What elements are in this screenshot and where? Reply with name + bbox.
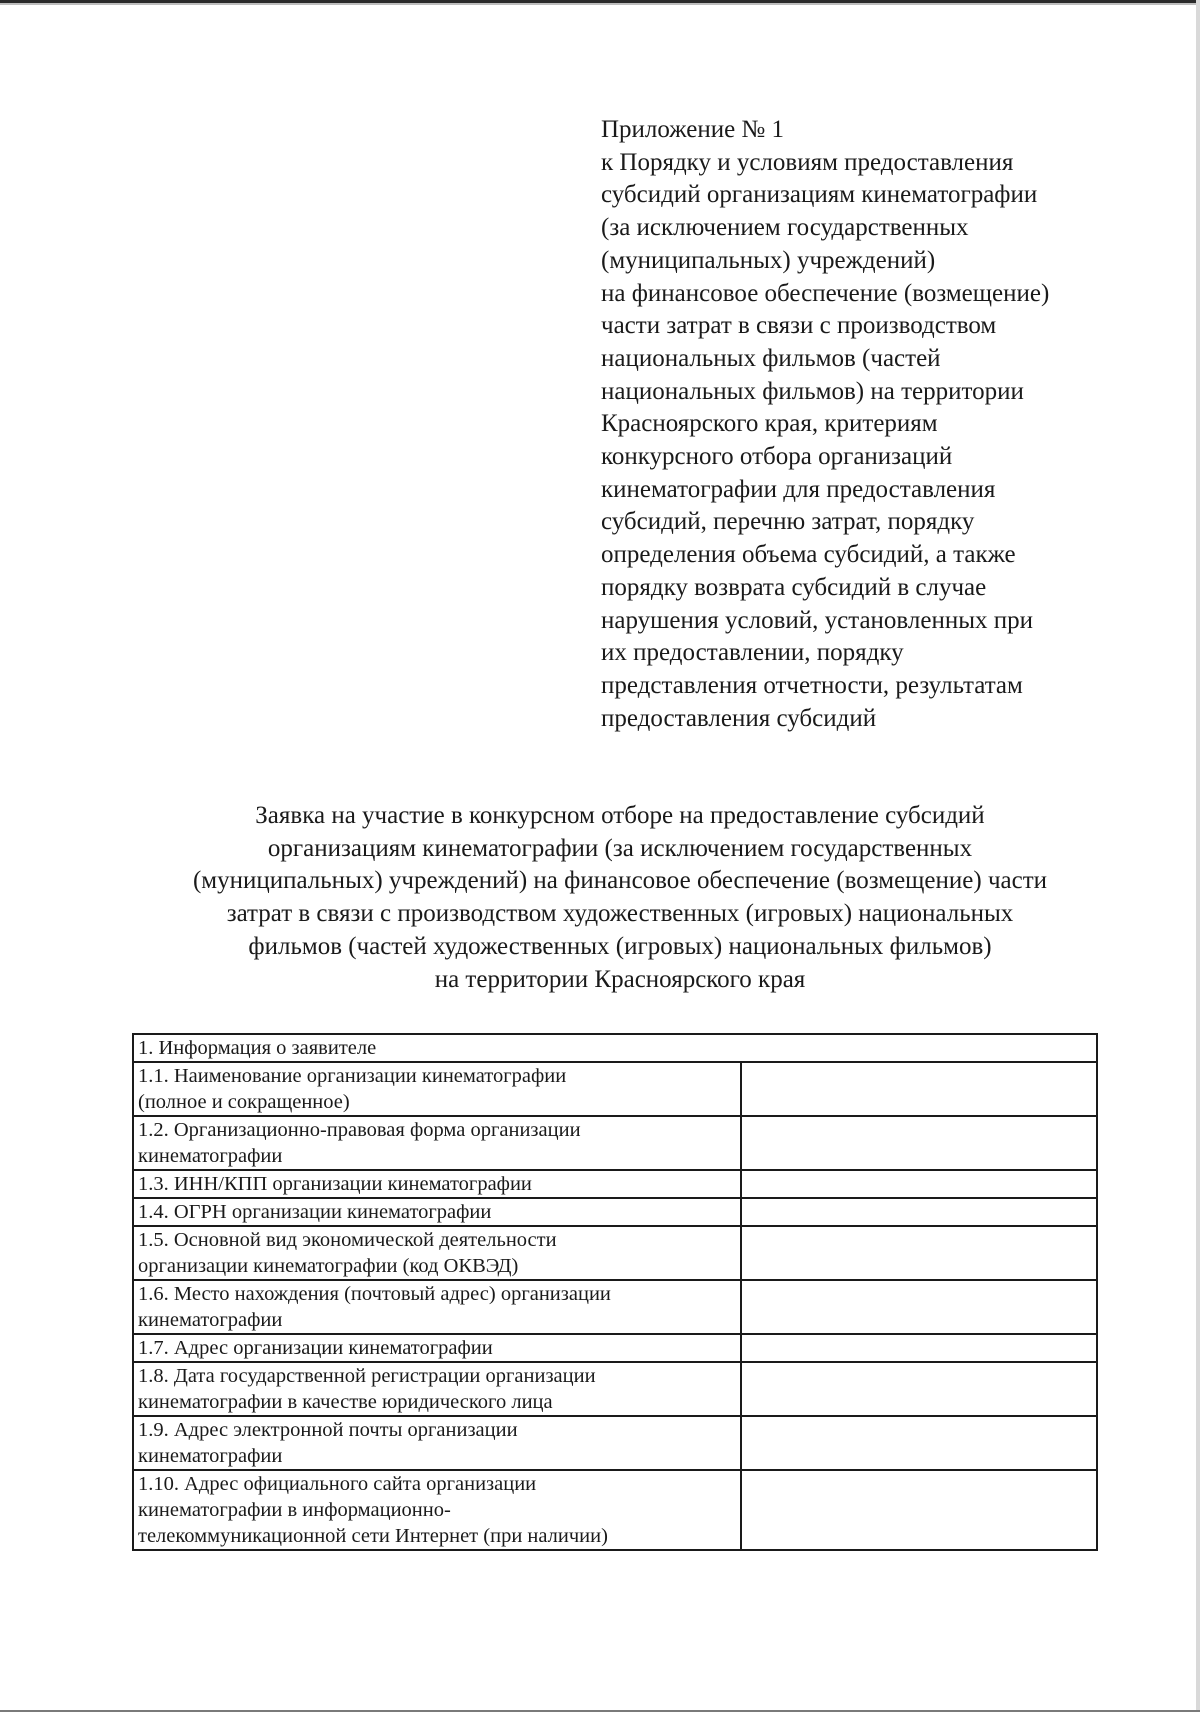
row-label-line: телекоммуникационной сети Интернет (при наличии) (138, 1525, 608, 1547)
row-label-line: кинематографии (138, 1309, 283, 1331)
annex-line: части затрат в связи с производством (601, 312, 997, 340)
table-row (133, 1280, 1097, 1334)
annex-line: субсидий, перечню затрат, порядку (601, 508, 975, 536)
row-value-cell[interactable] (741, 1280, 1097, 1334)
row-label-line: кинематографии в информационно- (138, 1499, 451, 1521)
row-value-cell[interactable] (741, 1170, 1097, 1198)
table-row (133, 1362, 1097, 1416)
annex-line: (за исключением государственных (601, 214, 969, 242)
row-label-line: 1.4. ОГРН организации кинематографии (138, 1201, 492, 1223)
annex-line: кинематографии для предоставления (601, 475, 996, 503)
scan-edge-right (1196, 0, 1200, 1712)
section-header: 1. Информация о заявителе (138, 1037, 377, 1059)
row-label-cell (133, 1280, 741, 1334)
row-label-line: 1.3. ИНН/КПП организации кинематографии (138, 1173, 532, 1195)
title-line: организациям кинематографии (за исключением государственных (267, 834, 973, 862)
table-row (133, 1198, 1097, 1226)
applicant-info-table (132, 1033, 1098, 1551)
row-label-cell (133, 1334, 741, 1362)
table-row (133, 1470, 1097, 1550)
row-label-line: организации кинематографии (код ОКВЭД) (138, 1255, 519, 1277)
row-value-cell[interactable] (741, 1416, 1097, 1470)
row-value-cell[interactable] (741, 1334, 1097, 1362)
row-label-line: 1.8. Дата государственной регистрации организации (138, 1365, 596, 1387)
row-label-line: 1.7. Адрес организации кинематографии (138, 1337, 493, 1359)
table-row (133, 1416, 1097, 1470)
annex-line: национальных фильмов) на территории (601, 377, 1024, 405)
annex-line: их предоставлении, порядку (601, 639, 904, 667)
annex-line: на финансовое обеспечение (возмещение) (601, 279, 1050, 307)
application-title (100, 800, 1140, 996)
row-label-line: (полное и сокращенное) (138, 1091, 350, 1113)
row-value-cell[interactable] (741, 1226, 1097, 1280)
table-row (133, 1170, 1097, 1198)
row-label-cell (133, 1116, 741, 1170)
annex-line: порядку возврата субсидий в случае (601, 573, 987, 601)
table-row (133, 1062, 1097, 1116)
annex-line: нарушения условий, установленных при (601, 606, 1034, 634)
row-label-cell (133, 1226, 741, 1280)
table-row (133, 1226, 1097, 1280)
row-value-cell[interactable] (741, 1198, 1097, 1226)
annex-line: конкурсного отбора организаций (601, 443, 953, 471)
row-value-cell[interactable] (741, 1362, 1097, 1416)
row-label-cell (133, 1170, 741, 1198)
table-section-row (133, 1034, 1097, 1062)
title-line: фильмов (частей художественных (игровых) национальных фильмов) (248, 932, 992, 960)
row-label-line: кинематографии в качестве юридического лица (138, 1391, 553, 1413)
row-label-cell (133, 1416, 741, 1470)
row-label-cell (133, 1362, 741, 1416)
title-line: (муниципальных) учреждений) на финансовое обеспечение (возмещение) части (192, 867, 1048, 895)
table-row (133, 1334, 1097, 1362)
title-line: затрат в связи с производством художественных (игровых) национальных (226, 900, 1014, 928)
row-value-cell[interactable] (741, 1062, 1097, 1116)
annex-line: (муниципальных) учреждений) (601, 246, 936, 274)
annex-line: к Порядку и условиям предоставления (601, 148, 1014, 176)
row-label-line: 1.9. Адрес электронной почты организации (138, 1419, 518, 1441)
annex-line: субсидий организациям кинематографии (601, 181, 1038, 209)
annex-heading (601, 114, 1121, 735)
row-label-cell (133, 1062, 741, 1116)
row-label-line: 1.6. Место нахождения (почтовый адрес) организации (138, 1283, 611, 1305)
title-line: Заявка на участие в конкурсном отборе на предоставление субсидий (255, 802, 985, 829)
section-header-cell (133, 1034, 1097, 1062)
annex-line: Приложение № 1 (601, 116, 785, 143)
row-value-cell[interactable] (741, 1116, 1097, 1170)
row-label-line: 1.10. Адрес официального сайта организации (138, 1473, 537, 1495)
row-label-line: кинематографии (138, 1145, 283, 1167)
table-row (133, 1116, 1097, 1170)
annex-line: представления отчетности, результатам (601, 671, 1023, 699)
row-label-line: 1.5. Основной вид экономической деятельности (138, 1229, 557, 1251)
annex-line: Красноярского края, критериям (601, 410, 938, 438)
annex-line: предоставления субсидий (601, 704, 877, 732)
row-label-cell (133, 1470, 741, 1550)
row-label-line: кинематографии (138, 1445, 283, 1467)
annex-line: определения объема субсидий, а также (601, 541, 1016, 569)
scan-edge-top-shadow (0, 3, 1200, 5)
annex-line: национальных фильмов (частей (601, 344, 941, 372)
row-value-cell[interactable] (741, 1470, 1097, 1550)
row-label-line: 1.2. Организационно-правовая форма организации (138, 1119, 581, 1141)
row-label-line: 1.1. Наименование организации кинематографии (138, 1065, 567, 1087)
title-line: на территории Красноярского края (434, 965, 806, 993)
row-label-cell (133, 1198, 741, 1226)
